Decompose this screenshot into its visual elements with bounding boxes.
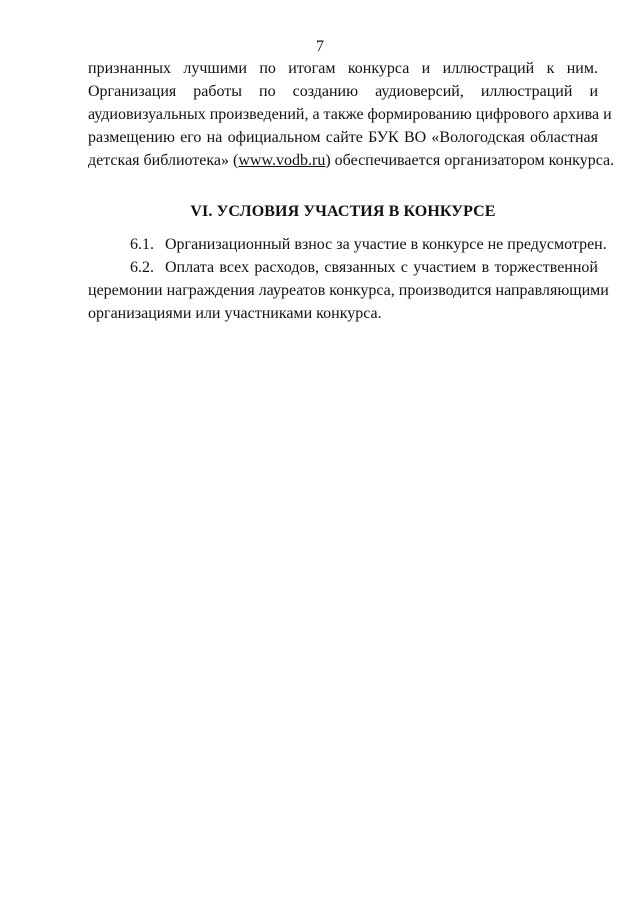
item-6-2-line-3: организациями или участниками конкурса. — [88, 305, 382, 322]
item-6-2-line-1 — [88, 256, 598, 279]
intro-line-4: размещению его на официальном сайте БУК ВО «Вологодская областная — [88, 129, 598, 146]
intro-line-5-start: детская библиотека» ( — [88, 152, 239, 169]
item-number: 6.1. — [130, 236, 154, 253]
intro-line-1: признанных лучшими по итогам конкурса и иллюстраций к ним. — [88, 60, 598, 77]
section-heading: VI. УСЛОВИЯ УЧАСТИЯ В КОНКУРСЕ — [190, 203, 496, 220]
intro-line-5-end: ) обеспечивается организатором конкурса. — [325, 152, 615, 169]
item-text: Организационный взнос за участие в конкурсе не предусмотрен. — [165, 236, 607, 253]
item-number: 6.2. — [130, 259, 154, 276]
document-body — [88, 57, 615, 325]
website-link[interactable]: www.vodb.ru — [238, 152, 326, 169]
item-6-2-line-2: церемонии награждения лауреатов конкурса, производится направляющими — [88, 282, 609, 299]
section-item-6-1 — [88, 233, 607, 256]
intro-line-5 — [88, 149, 615, 172]
intro-paragraph — [88, 57, 615, 172]
page-number: 7 — [316, 38, 324, 55]
item-6-1-line-1 — [88, 233, 607, 256]
item-text: Оплата всех расходов, связанных с участием в торжественной — [165, 259, 598, 276]
section-item-6-2 — [88, 256, 609, 325]
intro-line-3: аудиовизуальных произведений, а также формированию цифрового архива и — [88, 106, 612, 123]
intro-line-2: Организация работы по созданию аудиоверсий, иллюстраций и — [88, 83, 598, 100]
